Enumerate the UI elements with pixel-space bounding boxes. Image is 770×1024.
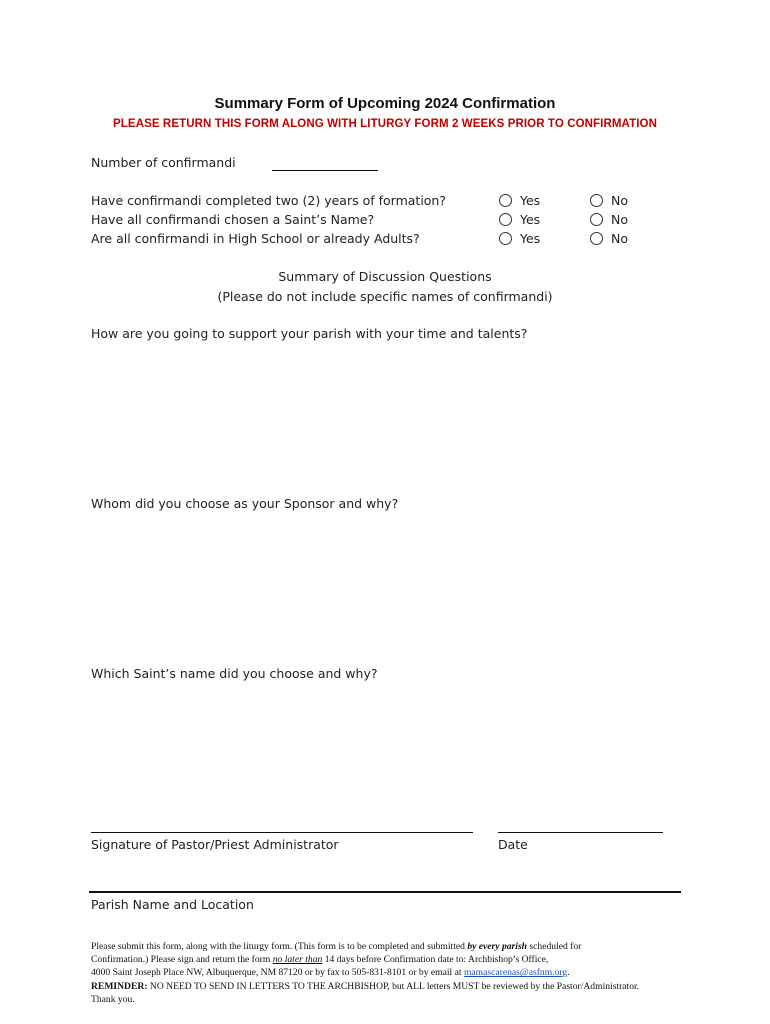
yes-radio-high-school[interactable]	[499, 232, 512, 245]
page-subtitle: PLEASE RETURN THIS FORM ALONG WITH LITURGY FORM 2 WEEKS PRIOR TO CONFIRMATION	[113, 118, 657, 130]
answer-area-talents[interactable]	[91, 346, 681, 486]
no-radio-saint-name[interactable]	[590, 213, 603, 226]
answer-area-saint[interactable]	[91, 686, 681, 826]
no-radio-formation[interactable]	[590, 194, 603, 207]
yes-label: Yes	[520, 212, 541, 227]
number-label: Number of confirmandi	[91, 155, 236, 170]
footer-emphasis: by every parish	[467, 941, 528, 952]
yes-radio-saint-name[interactable]	[499, 213, 512, 226]
no-label: No	[611, 193, 628, 208]
question-formation: Have confirmandi completed two (2) years of formation?	[91, 193, 446, 208]
question-high-school: Are all confirmandi in High School or already Adults?	[91, 231, 420, 246]
parish-line[interactable]	[89, 891, 681, 893]
no-label: No	[611, 231, 628, 246]
signature-label: Signature of Pastor/Priest Administrator	[91, 837, 339, 852]
yes-label: Yes	[520, 193, 541, 208]
reminder-text: NO NEED TO SEND IN LETTERS TO THE ARCHBISHOP, but ALL letters MUST be reviewed by the Pastor/Administrator. Thank you.	[91, 980, 640, 1005]
no-label: No	[611, 212, 628, 227]
yes-label: Yes	[520, 231, 541, 246]
discussion-question-talents: How are you going to support your parish with your time and talents?	[91, 326, 528, 341]
footer-text: Please submit this form, along with the liturgy form. (This form is to be completed and submitted	[91, 941, 468, 952]
date-label: Date	[498, 837, 528, 852]
date-line[interactable]	[498, 832, 663, 833]
discussion-question-sponsor: Whom did you choose as your Sponsor and why?	[91, 496, 399, 511]
yes-radio-formation[interactable]	[499, 194, 512, 207]
no-radio-high-school[interactable]	[590, 232, 603, 245]
footer-text: 14 days before Confirmation date to: Archbishop’s Office,	[322, 954, 549, 966]
footer-text: 4000 Saint Joseph Place NW, Albuquerque, NM 87120 or by fax to 505-831-8101 or by email at	[91, 967, 464, 979]
footer-instructions	[91, 940, 651, 1006]
number-field[interactable]	[272, 170, 378, 171]
footer-emphasis: no later than	[272, 954, 323, 966]
parish-label: Parish Name and Location	[91, 897, 254, 912]
summary-note: (Please do not include specific names of confirmandi)	[217, 289, 553, 304]
answer-area-sponsor[interactable]	[91, 516, 681, 656]
reminder-label: REMINDER:	[91, 980, 148, 992]
signature-line[interactable]	[91, 832, 473, 833]
email-link[interactable]: mamascarenas@asfnm.org	[463, 967, 568, 979]
discussion-question-saint: Which Saint’s name did you choose and why?	[91, 666, 378, 681]
page-title: Summary Form of Upcoming 2024 Confirmation	[214, 95, 556, 112]
footer-text: .	[567, 967, 570, 979]
question-saint-name: Have all confirmandi chosen a Saint’s Name?	[91, 212, 375, 227]
summary-heading: Summary of Discussion Questions	[278, 269, 492, 284]
footer-text: Confirmation.) Please sign and return the form	[91, 954, 273, 966]
footer-text: scheduled for	[527, 941, 582, 952]
